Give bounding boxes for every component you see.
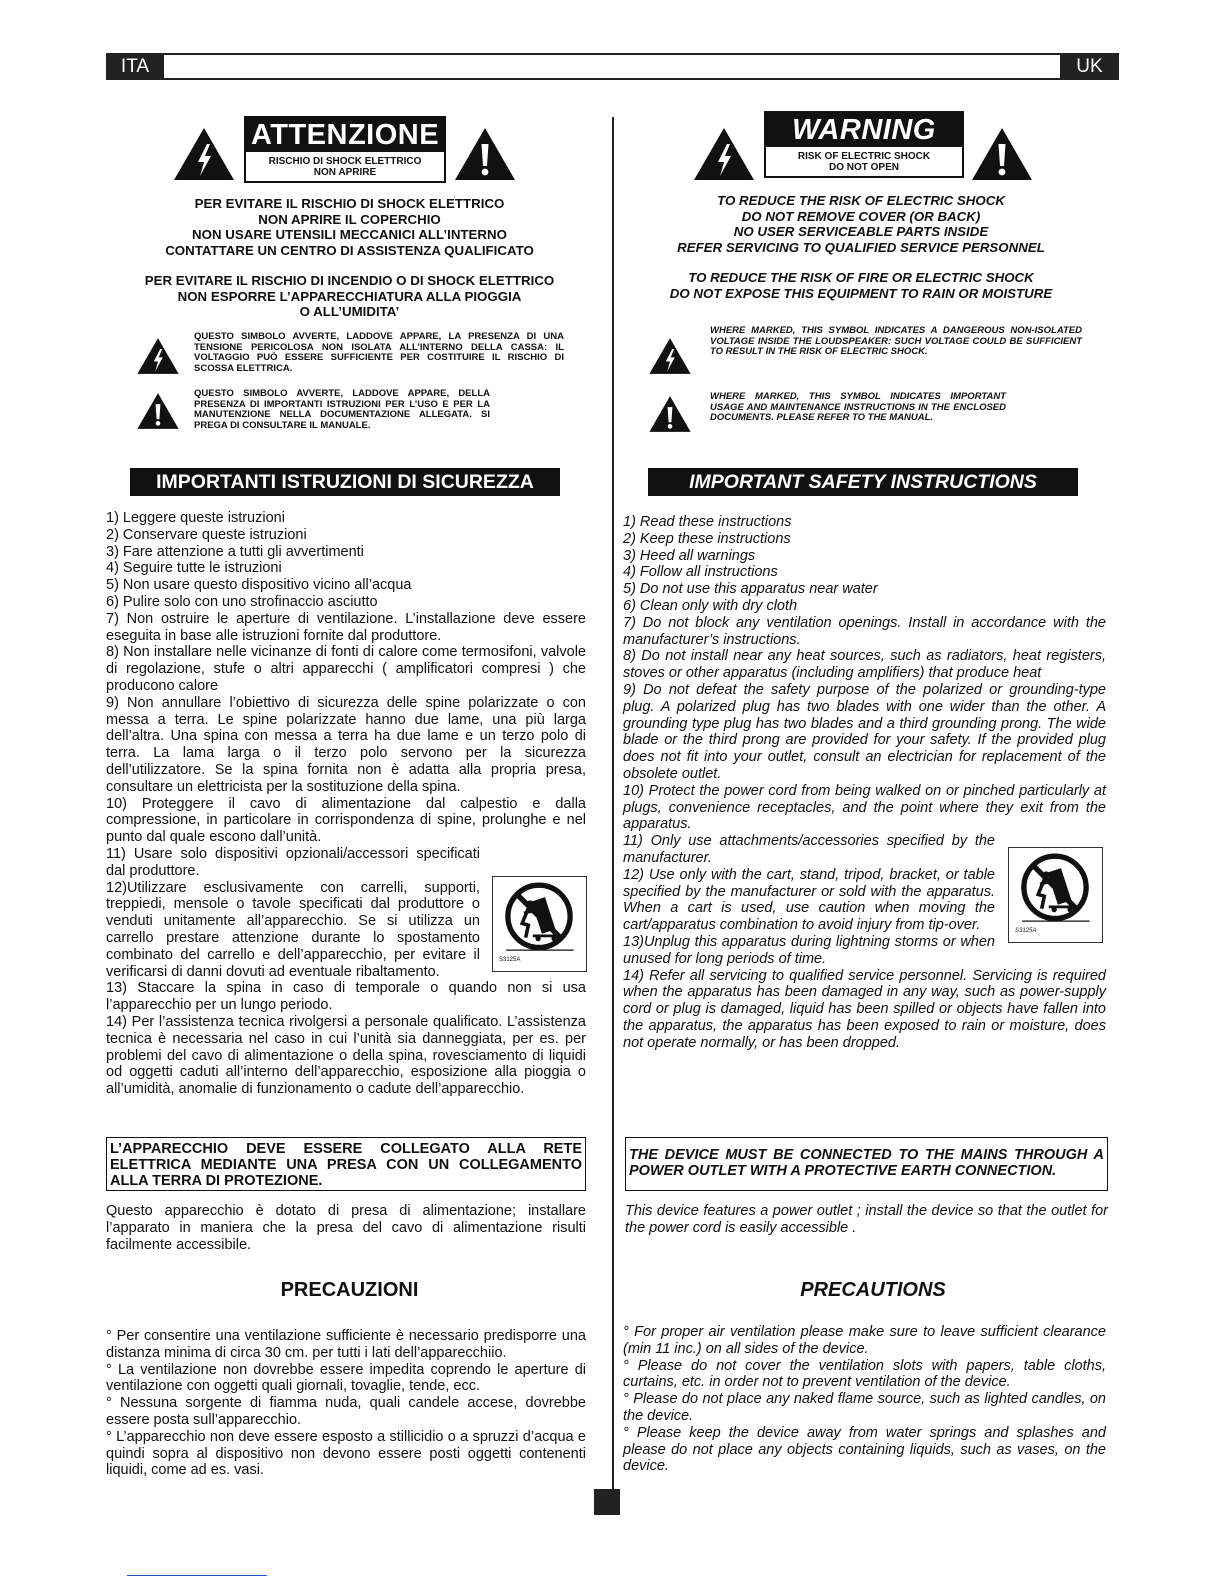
list-item: 1) Leggere queste istruzioni: [106, 510, 285, 526]
symbol-exclaim-row-uk: [628, 392, 1118, 438]
list-item: ° L’apparecchio non deve essere esposto a stillicidio o a spruzzi d’acqua e quindi sopra al dispositivo non devono essere posti oggetti contenenti liquidi, come ad es. vasi.: [106, 1428, 586, 1479]
warning-box-uk: [764, 111, 964, 178]
link-underline: [127, 1575, 267, 1576]
lightning-symbol-icon: [648, 336, 692, 376]
list-item: 10) Proteggere il cavo di alimentazione dal calpestio e dalla compressione, in particolare in corrispondenza di spine, prolunghe e nel punto dal quale escono dall’unità.: [106, 795, 586, 846]
list-item: 6) Clean only with dry cloth: [623, 597, 798, 614]
list-item: 4) Follow all instructions: [623, 564, 778, 581]
cart-instructions-uk: [623, 833, 1106, 967]
exclamation-warning-icon: [970, 126, 1034, 182]
warning-header-it: [106, 116, 593, 196]
list-item: 14) Per l’assistenza tecnica rivolgersi a personale qualificato. L’assistenza tecnica è necessaria nel caso in cui l’unità sia danneggiata, per es. per problemi del cavo di alimentazione o della spina, rovesciamento di liquidi od oggetti caduti all’interno dell’apparecchio, esposizione alla pioggia o all’umidità, anomalie di funzionamento o cadute dell’apparecchio.: [106, 1013, 586, 1098]
cart-tipover-icon: [499, 879, 579, 959]
warning-subtitle: RISK OF ELECTRIC SHOCK DO NOT OPEN: [797, 151, 931, 173]
column-divider: [612, 117, 614, 1495]
list-item: 6) Pulire solo con uno strofinaccio asciutto: [106, 593, 378, 610]
list-item: ° For proper air ventilation please make sure to leave sufficient clearance (min 11 inc.) on all sides of the device.: [623, 1324, 1106, 1357]
cart-code: S3125A: [1015, 928, 1037, 935]
list-item: 3) Fare attenzione a tutti gli avvertimenti: [106, 543, 364, 560]
symbol-lightning-description: WHERE MARKED, THIS SYMBOL INDICATES A DANGEROUS NON-ISOLATED VOLTAGE INSIDE THE LOUDSPEAKER: SUCH VOLTAGE COULD BE SUFFICIENT TO RESULT IN THE RISK OF ELECTRIC SHOCK.: [710, 325, 1082, 357]
cart-warning-box-uk: [1008, 847, 1103, 943]
cart-instructions-it: [106, 846, 586, 980]
lightning-symbol-icon: [136, 336, 180, 376]
exclamation-symbol-icon: [136, 391, 180, 431]
exclamation-warning-icon: [453, 126, 517, 182]
list-item: 13) Staccare la spina in caso di temporale o quando non si usa l’apparecchio per un lungo periodo.: [106, 980, 586, 1014]
list-item: 7) Non ostruire le aperture di ventilazione. L’installazione deve essere eseguita in base alle istruzioni fornite dal produttore.: [106, 610, 586, 644]
list-item: 5) Do not use this apparatus near water: [623, 581, 878, 598]
fire-warning-text-it: PER EVITARE IL RISCHIO DI INCENDIO O DI SHOCK ELETTRICO NON ESPORRE L’APPARECCHIATURA ALLA PIOGGIA O ALL’UMIDITA’: [144, 273, 555, 320]
list-item: 11) Usare solo dispositivi opzionali/accessori specificati dal produttore.: [106, 845, 480, 879]
list-item: 7) Do not block any ventilation openings. Install in accordance with the manufacturer’s instructions.: [623, 614, 1106, 648]
symbol-exclaim-description: WHERE MARKED, THIS SYMBOL INDICATES IMPORTANT USAGE AND MAINTENANCE INSTRUCTIONS IN THE ENCLOSED DOCUMENTS. PLEASE REFER TO THE MANUAL.: [710, 391, 1006, 423]
precautions-list-it: [106, 1328, 586, 1479]
warning-box-it: [244, 116, 446, 183]
safety-title-uk: IMPORTANT SAFETY INSTRUCTIONS: [648, 468, 1078, 496]
list-item: 11) Only use attachments/accessories specified by the manufacturer.: [623, 833, 995, 866]
warning-title: WARNING: [766, 113, 962, 147]
list-item: ° Per consentire una ventilazione sufficiente è necessario predisporre una distanza minima di circa 30 cm. per tutti i lati dell’apparecchiio.: [106, 1328, 586, 1361]
outlet-text-it: Questo apparecchio è dotato di presa di alimentazione; installare l’apparato in maniera che la presa del cavo di alimentazione risulti facilmente accessibile.: [106, 1203, 586, 1253]
list-item: 8) Do not install near any heat sources, such as radiators, heat registers, stoves or other apparatus (including amplifiers) that produce heat: [623, 648, 1106, 682]
list-item: 9) Non annullare l’obiettivo di sicurezza delle spine polarizzate o con messa a terra. Le spine polarizzate hanno due lame, una più larga dell’altra. Una spina con messa a terra ha due lame e un terzo polo di terra. La lama larga o il terzo polo servono per la sicurezza dell’utilizzatore. Se la spina fornita non è adatta alla propria presa, consultare un elettricista per la sostituzione della spina.: [106, 694, 586, 795]
symbol-exclaim-row-it: [106, 389, 593, 435]
symbol-lightning-description: QUESTO SIMBOLO AVVERTE, LADDOVE APPARE, LA PRESENZA DI UNA TENSIONE PERICOLOSA NON ISOLATA ALL’INTERNO DELLA CASSA: IL VOLTAGGIO PUÒ ESSERE SUFFICIENTE PER COSTITUIRE IL RISCHIO DI SCOSSA ELETTRICA.: [194, 331, 564, 374]
list-item: 9) Do not defeat the safety purpose of the polarized or grounding-type plug. A polarized plug has two blades with one wider than the other. A grounding type plug has two blades and a third grounding prong. The wide blade or the third prong are provided for your safety. If the provided plug does not fit into your outlet, consult an electrician for replacement of the obsolete outlet.: [623, 681, 1106, 782]
earth-connection-notice-uk: THE DEVICE MUST BE CONNECTED TO THE MAINS THROUGH A POWER OUTLET WITH A PROTECTIVE EARTH CONNECTION.: [625, 1137, 1108, 1191]
list-item: 1) Read these instructions: [623, 514, 792, 530]
shock-warning-text-uk: TO REDUCE THE RISK OF ELECTRIC SHOCK DO NOT REMOVE COVER (OR BACK) NO USER SERVICEABLE PARTS INSIDE REFER SERVICING TO QUALIFIED SERVICE PERSONNEL: [677, 193, 1045, 255]
precautions-title-uk: PRECAUTIONS: [800, 1279, 946, 1301]
list-item: ° Nessuna sorgente di fiamma nuda, quali candele accese, dovrebbe essere posta sull’apparecchio.: [106, 1395, 586, 1428]
precautions-list-uk: [623, 1324, 1106, 1475]
list-item: 3) Heed all warnings: [623, 547, 756, 564]
list-item: 12)Utilizzare esclusivamente con carrelli, supporti, treppiedi, mensole o tavole specificati dal produttore o venduti unitamente all’apparecchio. Se si utilizza un carrello prestare attenzione durante lo spostamento combinato del carrello e dell’apparecchio, per evitare il verificarsi di danni dovuti ad eventuale ribaltamento.: [106, 879, 480, 980]
list-item: 10) Protect the power cord from being walked on or pinched particularly at plugs, convenience receptacles, and the point where they exit from the apparatus.: [623, 782, 1106, 833]
list-item: 2) Keep these instructions: [623, 530, 791, 547]
earth-connection-notice-it: L’APPARECCHIO DEVE ESSERE COLLEGATO ALLA RETE ELETTRICA MEDIANTE UNA PRESA CON UN COLLEGAMENTO ALLA TERRA DI PROTEZIONE.: [106, 1137, 586, 1191]
cart-tipover-icon: [1015, 850, 1095, 930]
lightning-warning-icon: [692, 126, 756, 182]
symbol-exclaim-description: QUESTO SIMBOLO AVVERTE, LADDOVE APPARE, DELLA PRESENZA DI IMPORTANTI ISTRUZIONI PER L’USO E PER LA MANUTENZIONE NELLA DOCUMENTAZIONE ALLEGATA. SI PREGA DI CONSULTARE IL MANUALE.: [194, 388, 490, 431]
list-item: ° Please keep the device away from water springs and splashes and please do not place any objects containing liquids, such as vases, on the device.: [623, 1424, 1106, 1475]
lightning-warning-icon: [172, 126, 236, 182]
warning-title: ATTENZIONE: [246, 118, 444, 152]
symbol-lightning-row-it: [106, 332, 593, 378]
warning-header-uk: [628, 116, 1118, 196]
exclamation-symbol-icon: [648, 394, 692, 434]
safety-title-it: IMPORTANTI ISTRUZIONI DI SICUREZZA: [130, 468, 560, 496]
list-item: 12) Use only with the cart, stand, tripod, bracket, or table specified by the manufacturer or sold with the apparatus. When a cart is used, use caution when moving the cart/apparatus combination to avoid injury from tip-over.: [623, 866, 995, 934]
cart-code: S3125A: [499, 957, 521, 964]
outlet-text-uk: This device features a power outlet ; install the device so that the outlet for the power cord is easily accessible .: [625, 1203, 1108, 1236]
precautions-title-it: PRECAUZIONI: [280, 1279, 419, 1301]
symbol-lightning-row-uk: [628, 326, 1118, 376]
fire-warning-text-uk: TO REDUCE THE RISK OF FIRE OR ELECTRIC SHOCK DO NOT EXPOSE THIS EQUIPMENT TO RAIN OR MOISTURE: [669, 270, 1053, 301]
list-item: ° La ventilazione non dovrebbe essere impedita coprendo le aperture di ventilazione con oggetti quali giornali, tovaglie, tende, ecc.: [106, 1361, 586, 1395]
header-bar: [106, 53, 1119, 80]
list-item: ° Please do not cover the ventilation slots with papers, table cloths, curtains, etc. in order not to prevent ventilation of the device.: [623, 1357, 1106, 1391]
language-tag-left: ITA: [106, 53, 164, 80]
language-tag-right: UK: [1060, 53, 1119, 80]
warning-subtitle: RISCHIO DI SHOCK ELETTRICO NON APRIRE: [268, 156, 422, 178]
instructions-list-it: [106, 510, 586, 1098]
list-item: 8) Non installare nelle vicinanze di fonti di calore come termosifoni, valvole di regolazione, stufe o altri apparecchi ( amplificatori compresi ) che producono calore: [106, 644, 586, 694]
list-item: ° Please do not place any naked flame source, such as lighted candles, on the device.: [623, 1391, 1106, 1424]
cart-warning-box-it: [492, 876, 587, 972]
list-item: 4) Seguire tutte le istruzioni: [106, 560, 282, 577]
shock-warning-text-it: PER EVITARE IL RISCHIO DI SHOCK ELETTRICO NON APRIRE IL COPERCHIO NON USARE UTENSILI MECCANICI ALL’INTERNO CONTATTARE UN CENTRO DI ASSISTENZA QUALIFICATO: [165, 196, 534, 258]
list-item: 13)Unplug this apparatus during lightning storms or when unused for long periods of time.: [623, 933, 995, 967]
instructions-list-uk: [623, 514, 1106, 1052]
list-item: 5) Non usare questo dispositivo vicino all’acqua: [106, 577, 412, 594]
page-marker: [594, 1489, 620, 1515]
list-item: 14) Refer all servicing to qualified service personnel. Servicing is required when the apparatus has been damaged in any way, such as power-supply cord or plug is damaged, liquid has been spilled or objects have fallen into the apparatus, the apparatus has been exposed to rain or moisture, does not operate normally, or has been dropped.: [623, 967, 1106, 1051]
list-item: 2) Conservare queste istruzioni: [106, 526, 307, 543]
